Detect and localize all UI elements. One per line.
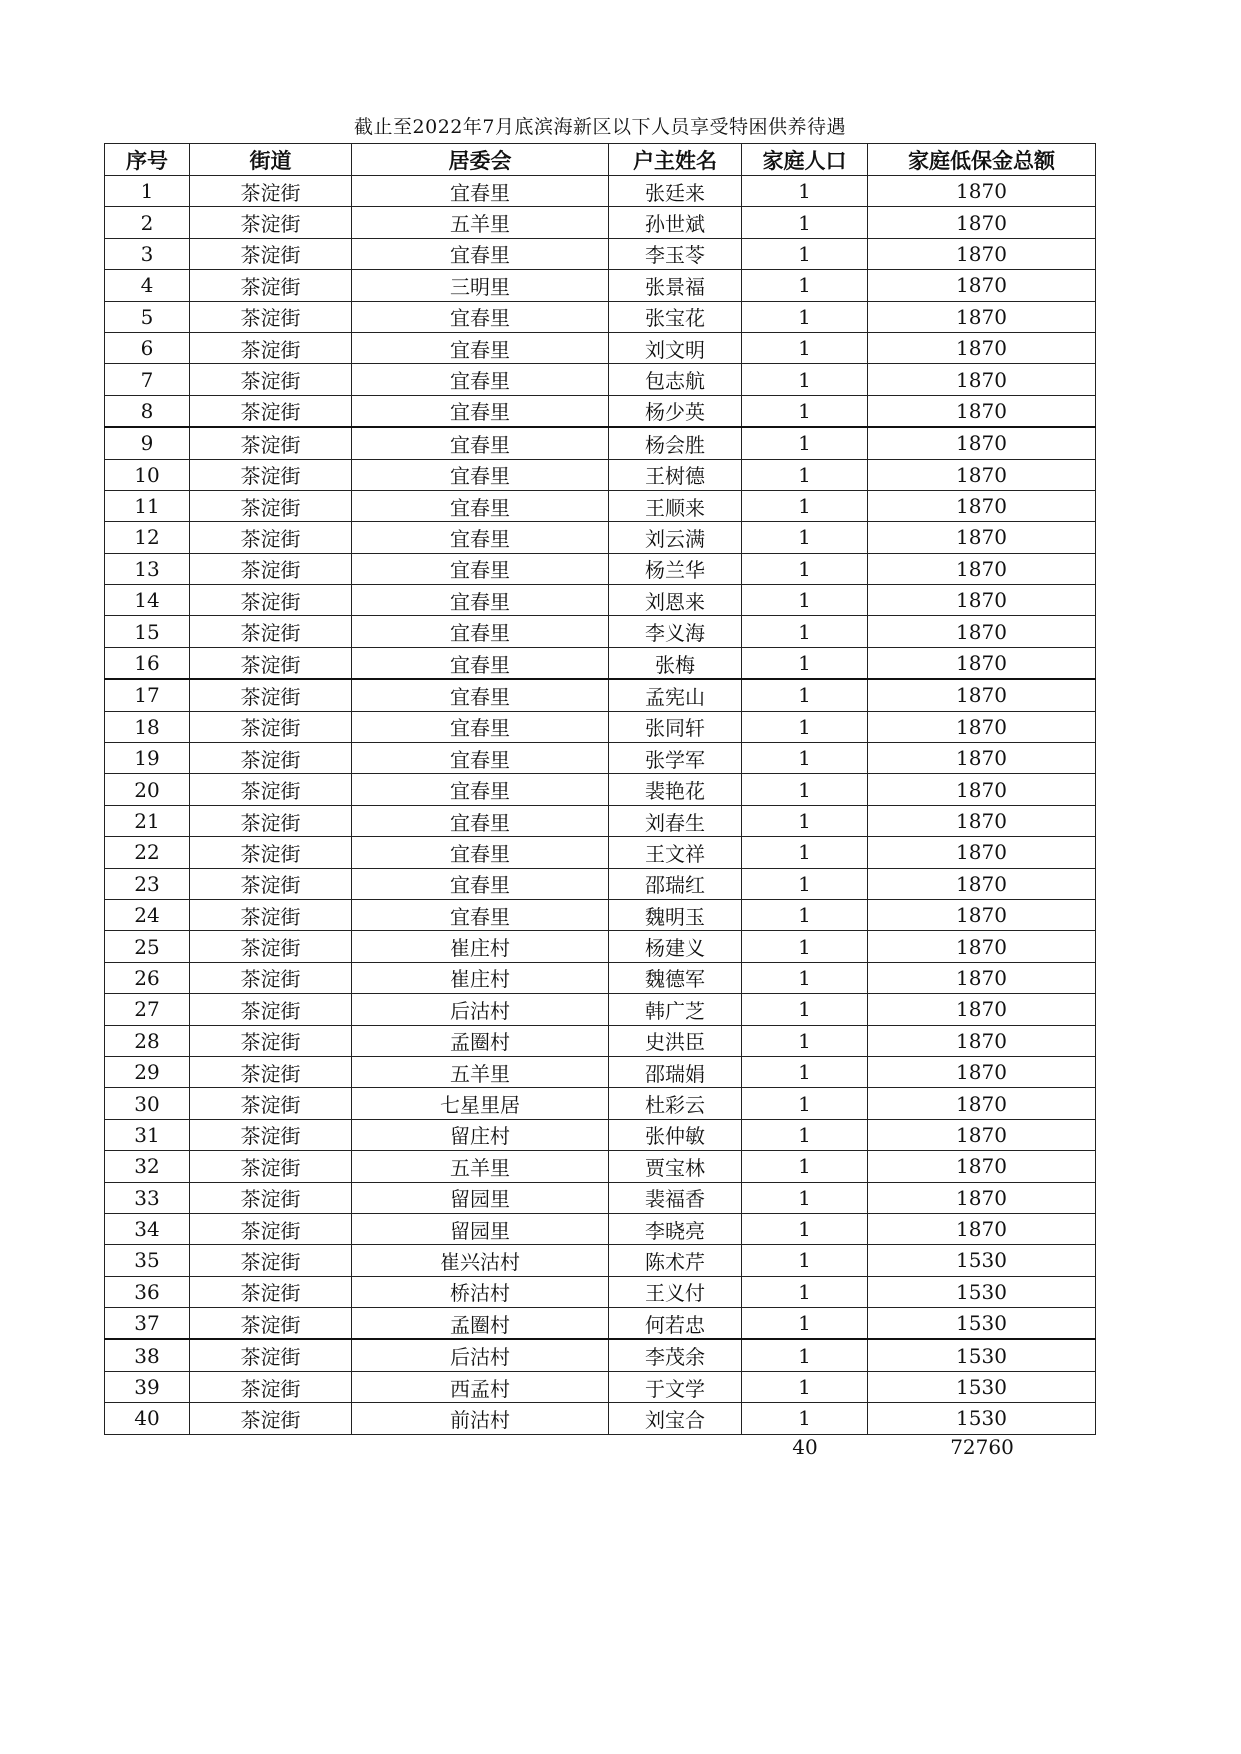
cell-committee: 宜春里 bbox=[352, 490, 609, 521]
cell-committee: 宜春里 bbox=[352, 837, 609, 868]
cell-householder: 王树德 bbox=[609, 459, 742, 490]
cell-street: 茶淀街 bbox=[190, 899, 352, 930]
table-row bbox=[105, 522, 1096, 553]
cell-household-size: 1 bbox=[742, 176, 868, 207]
table-row bbox=[105, 1119, 1096, 1150]
relief-table bbox=[104, 143, 1096, 1435]
cell-household-size: 1 bbox=[742, 395, 868, 427]
table-row bbox=[105, 711, 1096, 742]
cell-committee: 五羊里 bbox=[352, 1151, 609, 1182]
header-row bbox=[105, 144, 1096, 176]
cell-committee: 宜春里 bbox=[352, 868, 609, 899]
cell-index: 30 bbox=[105, 1088, 190, 1119]
cell-household-size: 1 bbox=[742, 207, 868, 238]
cell-committee: 宜春里 bbox=[352, 805, 609, 836]
cell-allowance-total: 1870 bbox=[868, 837, 1096, 868]
cell-index: 32 bbox=[105, 1151, 190, 1182]
cell-committee: 宜春里 bbox=[352, 427, 609, 459]
cell-street: 茶淀街 bbox=[190, 1119, 352, 1150]
cell-index: 36 bbox=[105, 1276, 190, 1307]
cell-household-size: 1 bbox=[742, 490, 868, 521]
cell-allowance-total: 1870 bbox=[868, 364, 1096, 395]
cell-committee: 宜春里 bbox=[352, 301, 609, 332]
column-header-committee: 居委会 bbox=[352, 144, 609, 176]
cell-household-size: 1 bbox=[742, 270, 868, 301]
cell-street: 茶淀街 bbox=[190, 364, 352, 395]
cell-committee: 宜春里 bbox=[352, 647, 609, 679]
cell-household-size: 1 bbox=[742, 774, 868, 805]
cell-allowance-total: 1870 bbox=[868, 176, 1096, 207]
table-row bbox=[105, 647, 1096, 679]
cell-household-size: 1 bbox=[742, 1276, 868, 1307]
cell-index: 14 bbox=[105, 585, 190, 616]
cell-allowance-total: 1870 bbox=[868, 301, 1096, 332]
cell-household-size: 1 bbox=[742, 1119, 868, 1150]
total-amount: 72760 bbox=[950, 1435, 1014, 1459]
cell-index: 40 bbox=[105, 1403, 190, 1434]
cell-street: 茶淀街 bbox=[190, 490, 352, 521]
cell-householder: 史洪臣 bbox=[609, 1025, 742, 1056]
cell-allowance-total: 1870 bbox=[868, 994, 1096, 1025]
cell-allowance-total: 1870 bbox=[868, 1025, 1096, 1056]
cell-index: 26 bbox=[105, 962, 190, 993]
cell-street: 茶淀街 bbox=[190, 837, 352, 868]
cell-householder: 杨少英 bbox=[609, 395, 742, 427]
cell-household-size: 1 bbox=[742, 427, 868, 459]
cell-index: 12 bbox=[105, 522, 190, 553]
cell-allowance-total: 1870 bbox=[868, 1119, 1096, 1150]
table-row bbox=[105, 899, 1096, 930]
cell-street: 茶淀街 bbox=[190, 711, 352, 742]
table-row bbox=[105, 1182, 1096, 1213]
cell-household-size: 1 bbox=[742, 837, 868, 868]
table-row bbox=[105, 176, 1096, 207]
cell-committee: 桥沽村 bbox=[352, 1276, 609, 1307]
cell-household-size: 1 bbox=[742, 616, 868, 647]
cell-street: 茶淀街 bbox=[190, 931, 352, 962]
table-row bbox=[105, 743, 1096, 774]
cell-household-size: 1 bbox=[742, 962, 868, 993]
table-row bbox=[105, 1276, 1096, 1307]
cell-householder: 杨会胜 bbox=[609, 427, 742, 459]
cell-committee: 西孟村 bbox=[352, 1371, 609, 1402]
cell-index: 21 bbox=[105, 805, 190, 836]
cell-index: 22 bbox=[105, 837, 190, 868]
cell-committee: 宜春里 bbox=[352, 616, 609, 647]
cell-allowance-total: 1870 bbox=[868, 522, 1096, 553]
table-row bbox=[105, 1025, 1096, 1056]
cell-householder: 刘云满 bbox=[609, 522, 742, 553]
cell-street: 茶淀街 bbox=[190, 1151, 352, 1182]
cell-street: 茶淀街 bbox=[190, 427, 352, 459]
cell-household-size: 1 bbox=[742, 994, 868, 1025]
cell-householder: 张学军 bbox=[609, 743, 742, 774]
cell-street: 茶淀街 bbox=[190, 679, 352, 711]
table-row bbox=[105, 962, 1096, 993]
cell-household-size: 1 bbox=[742, 1151, 868, 1182]
cell-allowance-total: 1870 bbox=[868, 868, 1096, 899]
cell-street: 茶淀街 bbox=[190, 585, 352, 616]
cell-committee: 崔庄村 bbox=[352, 931, 609, 962]
table-row bbox=[105, 490, 1096, 521]
cell-householder: 王义付 bbox=[609, 1276, 742, 1307]
cell-index: 9 bbox=[105, 427, 190, 459]
cell-household-size: 1 bbox=[742, 1056, 868, 1087]
cell-householder: 张宝花 bbox=[609, 301, 742, 332]
cell-street: 茶淀街 bbox=[190, 962, 352, 993]
cell-committee: 后沽村 bbox=[352, 1339, 609, 1371]
cell-allowance-total: 1530 bbox=[868, 1308, 1096, 1340]
cell-committee: 五羊里 bbox=[352, 1056, 609, 1087]
cell-street: 茶淀街 bbox=[190, 1056, 352, 1087]
cell-street: 茶淀街 bbox=[190, 774, 352, 805]
cell-street: 茶淀街 bbox=[190, 553, 352, 584]
cell-allowance-total: 1870 bbox=[868, 679, 1096, 711]
cell-household-size: 1 bbox=[742, 931, 868, 962]
cell-householder: 张同轩 bbox=[609, 711, 742, 742]
cell-street: 茶淀街 bbox=[190, 270, 352, 301]
cell-householder: 邵瑞娟 bbox=[609, 1056, 742, 1087]
cell-allowance-total: 1870 bbox=[868, 207, 1096, 238]
cell-committee: 孟圈村 bbox=[352, 1025, 609, 1056]
column-header-street: 街道 bbox=[190, 144, 352, 176]
cell-index: 4 bbox=[105, 270, 190, 301]
cell-committee: 孟圈村 bbox=[352, 1308, 609, 1340]
cell-committee: 前沽村 bbox=[352, 1403, 609, 1434]
cell-committee: 宜春里 bbox=[352, 679, 609, 711]
cell-street: 茶淀街 bbox=[190, 176, 352, 207]
cell-allowance-total: 1870 bbox=[868, 427, 1096, 459]
cell-householder: 裴福香 bbox=[609, 1182, 742, 1213]
cell-street: 茶淀街 bbox=[190, 805, 352, 836]
cell-index: 35 bbox=[105, 1245, 190, 1276]
cell-householder: 何若忠 bbox=[609, 1308, 742, 1340]
column-header-householder: 户主姓名 bbox=[609, 144, 742, 176]
cell-index: 13 bbox=[105, 553, 190, 584]
cell-householder: 张仲敏 bbox=[609, 1119, 742, 1150]
table-row bbox=[105, 1308, 1096, 1340]
cell-allowance-total: 1530 bbox=[868, 1339, 1096, 1371]
page-title: 截止至2022年7月底滨海新区以下人员享受特困供养待遇 bbox=[354, 116, 846, 138]
table-row bbox=[105, 679, 1096, 711]
cell-allowance-total: 1870 bbox=[868, 459, 1096, 490]
cell-committee: 崔兴沽村 bbox=[352, 1245, 609, 1276]
cell-index: 29 bbox=[105, 1056, 190, 1087]
cell-index: 15 bbox=[105, 616, 190, 647]
table-row bbox=[105, 332, 1096, 363]
table-row bbox=[105, 1371, 1096, 1402]
cell-householder: 张景福 bbox=[609, 270, 742, 301]
table-row bbox=[105, 1339, 1096, 1371]
cell-index: 19 bbox=[105, 743, 190, 774]
cell-committee: 留园里 bbox=[352, 1213, 609, 1244]
cell-index: 11 bbox=[105, 490, 190, 521]
cell-index: 6 bbox=[105, 332, 190, 363]
cell-index: 5 bbox=[105, 301, 190, 332]
cell-allowance-total: 1870 bbox=[868, 395, 1096, 427]
table-row bbox=[105, 238, 1096, 269]
cell-street: 茶淀街 bbox=[190, 1213, 352, 1244]
cell-household-size: 1 bbox=[742, 711, 868, 742]
cell-index: 33 bbox=[105, 1182, 190, 1213]
cell-householder: 魏明玉 bbox=[609, 899, 742, 930]
cell-committee: 宜春里 bbox=[352, 395, 609, 427]
cell-allowance-total: 1870 bbox=[868, 332, 1096, 363]
cell-committee: 五羊里 bbox=[352, 207, 609, 238]
cell-household-size: 1 bbox=[742, 332, 868, 363]
cell-allowance-total: 1870 bbox=[868, 585, 1096, 616]
cell-allowance-total: 1870 bbox=[868, 553, 1096, 584]
cell-street: 茶淀街 bbox=[190, 1088, 352, 1119]
table-row bbox=[105, 553, 1096, 584]
cell-street: 茶淀街 bbox=[190, 1403, 352, 1434]
cell-index: 3 bbox=[105, 238, 190, 269]
cell-index: 27 bbox=[105, 994, 190, 1025]
cell-street: 茶淀街 bbox=[190, 743, 352, 774]
cell-index: 8 bbox=[105, 395, 190, 427]
cell-householder: 邵瑞红 bbox=[609, 868, 742, 899]
cell-index: 10 bbox=[105, 459, 190, 490]
cell-allowance-total: 1870 bbox=[868, 743, 1096, 774]
table-row bbox=[105, 805, 1096, 836]
cell-index: 31 bbox=[105, 1119, 190, 1150]
cell-committee: 宜春里 bbox=[352, 332, 609, 363]
cell-household-size: 1 bbox=[742, 868, 868, 899]
cell-street: 茶淀街 bbox=[190, 1276, 352, 1307]
column-header-allowance-total: 家庭低保金总额 bbox=[868, 144, 1096, 176]
cell-householder: 杜彩云 bbox=[609, 1088, 742, 1119]
cell-street: 茶淀街 bbox=[190, 522, 352, 553]
cell-householder: 李玉苓 bbox=[609, 238, 742, 269]
table-row bbox=[105, 774, 1096, 805]
cell-allowance-total: 1870 bbox=[868, 270, 1096, 301]
cell-householder: 杨兰华 bbox=[609, 553, 742, 584]
table-row bbox=[105, 1088, 1096, 1119]
cell-index: 25 bbox=[105, 931, 190, 962]
cell-allowance-total: 1530 bbox=[868, 1403, 1096, 1434]
cell-street: 茶淀街 bbox=[190, 647, 352, 679]
cell-allowance-total: 1870 bbox=[868, 805, 1096, 836]
cell-index: 28 bbox=[105, 1025, 190, 1056]
table-row bbox=[105, 459, 1096, 490]
cell-index: 1 bbox=[105, 176, 190, 207]
cell-committee: 宜春里 bbox=[352, 774, 609, 805]
cell-householder: 刘宝合 bbox=[609, 1403, 742, 1434]
cell-household-size: 1 bbox=[742, 1308, 868, 1340]
cell-committee: 宜春里 bbox=[352, 711, 609, 742]
cell-household-size: 1 bbox=[742, 459, 868, 490]
cell-allowance-total: 1870 bbox=[868, 931, 1096, 962]
cell-allowance-total: 1870 bbox=[868, 962, 1096, 993]
cell-householder: 韩广芝 bbox=[609, 994, 742, 1025]
cell-index: 39 bbox=[105, 1371, 190, 1402]
cell-street: 茶淀街 bbox=[190, 238, 352, 269]
cell-index: 38 bbox=[105, 1339, 190, 1371]
cell-committee: 留园里 bbox=[352, 1182, 609, 1213]
cell-index: 17 bbox=[105, 679, 190, 711]
table-row bbox=[105, 364, 1096, 395]
cell-household-size: 1 bbox=[742, 522, 868, 553]
cell-street: 茶淀街 bbox=[190, 1182, 352, 1213]
cell-street: 茶淀街 bbox=[190, 459, 352, 490]
cell-allowance-total: 1530 bbox=[868, 1245, 1096, 1276]
cell-household-size: 1 bbox=[742, 679, 868, 711]
cell-household-size: 1 bbox=[742, 364, 868, 395]
cell-household-size: 1 bbox=[742, 899, 868, 930]
cell-allowance-total: 1870 bbox=[868, 1182, 1096, 1213]
cell-householder: 魏德军 bbox=[609, 962, 742, 993]
cell-householder: 孟宪山 bbox=[609, 679, 742, 711]
cell-index: 23 bbox=[105, 868, 190, 899]
cell-street: 茶淀街 bbox=[190, 1245, 352, 1276]
cell-index: 7 bbox=[105, 364, 190, 395]
cell-allowance-total: 1870 bbox=[868, 1213, 1096, 1244]
cell-street: 茶淀街 bbox=[190, 207, 352, 238]
table-row bbox=[105, 585, 1096, 616]
cell-committee: 留庄村 bbox=[352, 1119, 609, 1150]
table-row bbox=[105, 868, 1096, 899]
cell-householder: 李晓亮 bbox=[609, 1213, 742, 1244]
cell-committee: 宜春里 bbox=[352, 899, 609, 930]
cell-householder: 陈术芹 bbox=[609, 1245, 742, 1276]
table-row bbox=[105, 1213, 1096, 1244]
cell-allowance-total: 1870 bbox=[868, 774, 1096, 805]
table-body bbox=[105, 176, 1096, 1435]
cell-householder: 刘文明 bbox=[609, 332, 742, 363]
cell-allowance-total: 1870 bbox=[868, 899, 1096, 930]
table-row bbox=[105, 207, 1096, 238]
cell-committee: 宜春里 bbox=[352, 553, 609, 584]
cell-household-size: 1 bbox=[742, 585, 868, 616]
cell-household-size: 1 bbox=[742, 647, 868, 679]
cell-committee: 后沽村 bbox=[352, 994, 609, 1025]
cell-index: 20 bbox=[105, 774, 190, 805]
cell-householder: 王文祥 bbox=[609, 837, 742, 868]
cell-household-size: 1 bbox=[742, 553, 868, 584]
cell-street: 茶淀街 bbox=[190, 1025, 352, 1056]
table-row bbox=[105, 1403, 1096, 1434]
cell-street: 茶淀街 bbox=[190, 301, 352, 332]
table-row bbox=[105, 270, 1096, 301]
column-header-household-size: 家庭人口 bbox=[742, 144, 868, 176]
cell-allowance-total: 1870 bbox=[868, 238, 1096, 269]
cell-committee: 宜春里 bbox=[352, 364, 609, 395]
cell-street: 茶淀街 bbox=[190, 994, 352, 1025]
cell-index: 16 bbox=[105, 647, 190, 679]
cell-index: 34 bbox=[105, 1213, 190, 1244]
table-row bbox=[105, 931, 1096, 962]
cell-householder: 孙世斌 bbox=[609, 207, 742, 238]
table-row bbox=[105, 994, 1096, 1025]
cell-index: 2 bbox=[105, 207, 190, 238]
cell-committee: 宜春里 bbox=[352, 522, 609, 553]
cell-allowance-total: 1870 bbox=[868, 616, 1096, 647]
cell-committee: 宜春里 bbox=[352, 585, 609, 616]
cell-householder: 刘春生 bbox=[609, 805, 742, 836]
table-row bbox=[105, 616, 1096, 647]
table-row bbox=[105, 1151, 1096, 1182]
cell-allowance-total: 1870 bbox=[868, 711, 1096, 742]
cell-committee: 七星里居 bbox=[352, 1088, 609, 1119]
cell-street: 茶淀街 bbox=[190, 332, 352, 363]
cell-allowance-total: 1870 bbox=[868, 1056, 1096, 1087]
cell-householder: 王顺来 bbox=[609, 490, 742, 521]
cell-allowance-total: 1870 bbox=[868, 647, 1096, 679]
cell-street: 茶淀街 bbox=[190, 1308, 352, 1340]
cell-allowance-total: 1530 bbox=[868, 1371, 1096, 1402]
cell-household-size: 1 bbox=[742, 238, 868, 269]
cell-household-size: 1 bbox=[742, 1182, 868, 1213]
cell-index: 18 bbox=[105, 711, 190, 742]
cell-householder: 张廷来 bbox=[609, 176, 742, 207]
cell-household-size: 1 bbox=[742, 1339, 868, 1371]
table-row bbox=[105, 427, 1096, 459]
cell-householder: 张梅 bbox=[609, 647, 742, 679]
column-header-index: 序号 bbox=[105, 144, 190, 176]
cell-committee: 崔庄村 bbox=[352, 962, 609, 993]
cell-allowance-total: 1530 bbox=[868, 1276, 1096, 1307]
table-row bbox=[105, 395, 1096, 427]
cell-householder: 李茂余 bbox=[609, 1339, 742, 1371]
cell-householder: 于文学 bbox=[609, 1371, 742, 1402]
cell-street: 茶淀街 bbox=[190, 616, 352, 647]
cell-index: 37 bbox=[105, 1308, 190, 1340]
cell-householder: 李义海 bbox=[609, 616, 742, 647]
cell-committee: 宜春里 bbox=[352, 238, 609, 269]
cell-street: 茶淀街 bbox=[190, 1371, 352, 1402]
cell-household-size: 1 bbox=[742, 805, 868, 836]
cell-committee: 宜春里 bbox=[352, 176, 609, 207]
cell-household-size: 1 bbox=[742, 1088, 868, 1119]
cell-householder: 刘恩来 bbox=[609, 585, 742, 616]
cell-householder: 杨建义 bbox=[609, 931, 742, 962]
cell-householder: 裴艳花 bbox=[609, 774, 742, 805]
cell-allowance-total: 1870 bbox=[868, 490, 1096, 521]
cell-household-size: 1 bbox=[742, 1403, 868, 1434]
table-row bbox=[105, 1245, 1096, 1276]
cell-allowance-total: 1870 bbox=[868, 1151, 1096, 1182]
cell-household-size: 1 bbox=[742, 1245, 868, 1276]
cell-street: 茶淀街 bbox=[190, 1339, 352, 1371]
cell-household-size: 1 bbox=[742, 301, 868, 332]
cell-street: 茶淀街 bbox=[190, 395, 352, 427]
cell-allowance-total: 1870 bbox=[868, 1088, 1096, 1119]
cell-committee: 宜春里 bbox=[352, 743, 609, 774]
cell-householder: 包志航 bbox=[609, 364, 742, 395]
cell-household-size: 1 bbox=[742, 1371, 868, 1402]
cell-committee: 宜春里 bbox=[352, 459, 609, 490]
table-row bbox=[105, 1056, 1096, 1087]
cell-householder: 贾宝林 bbox=[609, 1151, 742, 1182]
cell-household-size: 1 bbox=[742, 743, 868, 774]
cell-household-size: 1 bbox=[742, 1025, 868, 1056]
cell-street: 茶淀街 bbox=[190, 868, 352, 899]
cell-committee: 三明里 bbox=[352, 270, 609, 301]
table-row bbox=[105, 301, 1096, 332]
cell-index: 24 bbox=[105, 899, 190, 930]
total-population: 40 bbox=[792, 1435, 818, 1459]
table-row bbox=[105, 837, 1096, 868]
cell-household-size: 1 bbox=[742, 1213, 868, 1244]
